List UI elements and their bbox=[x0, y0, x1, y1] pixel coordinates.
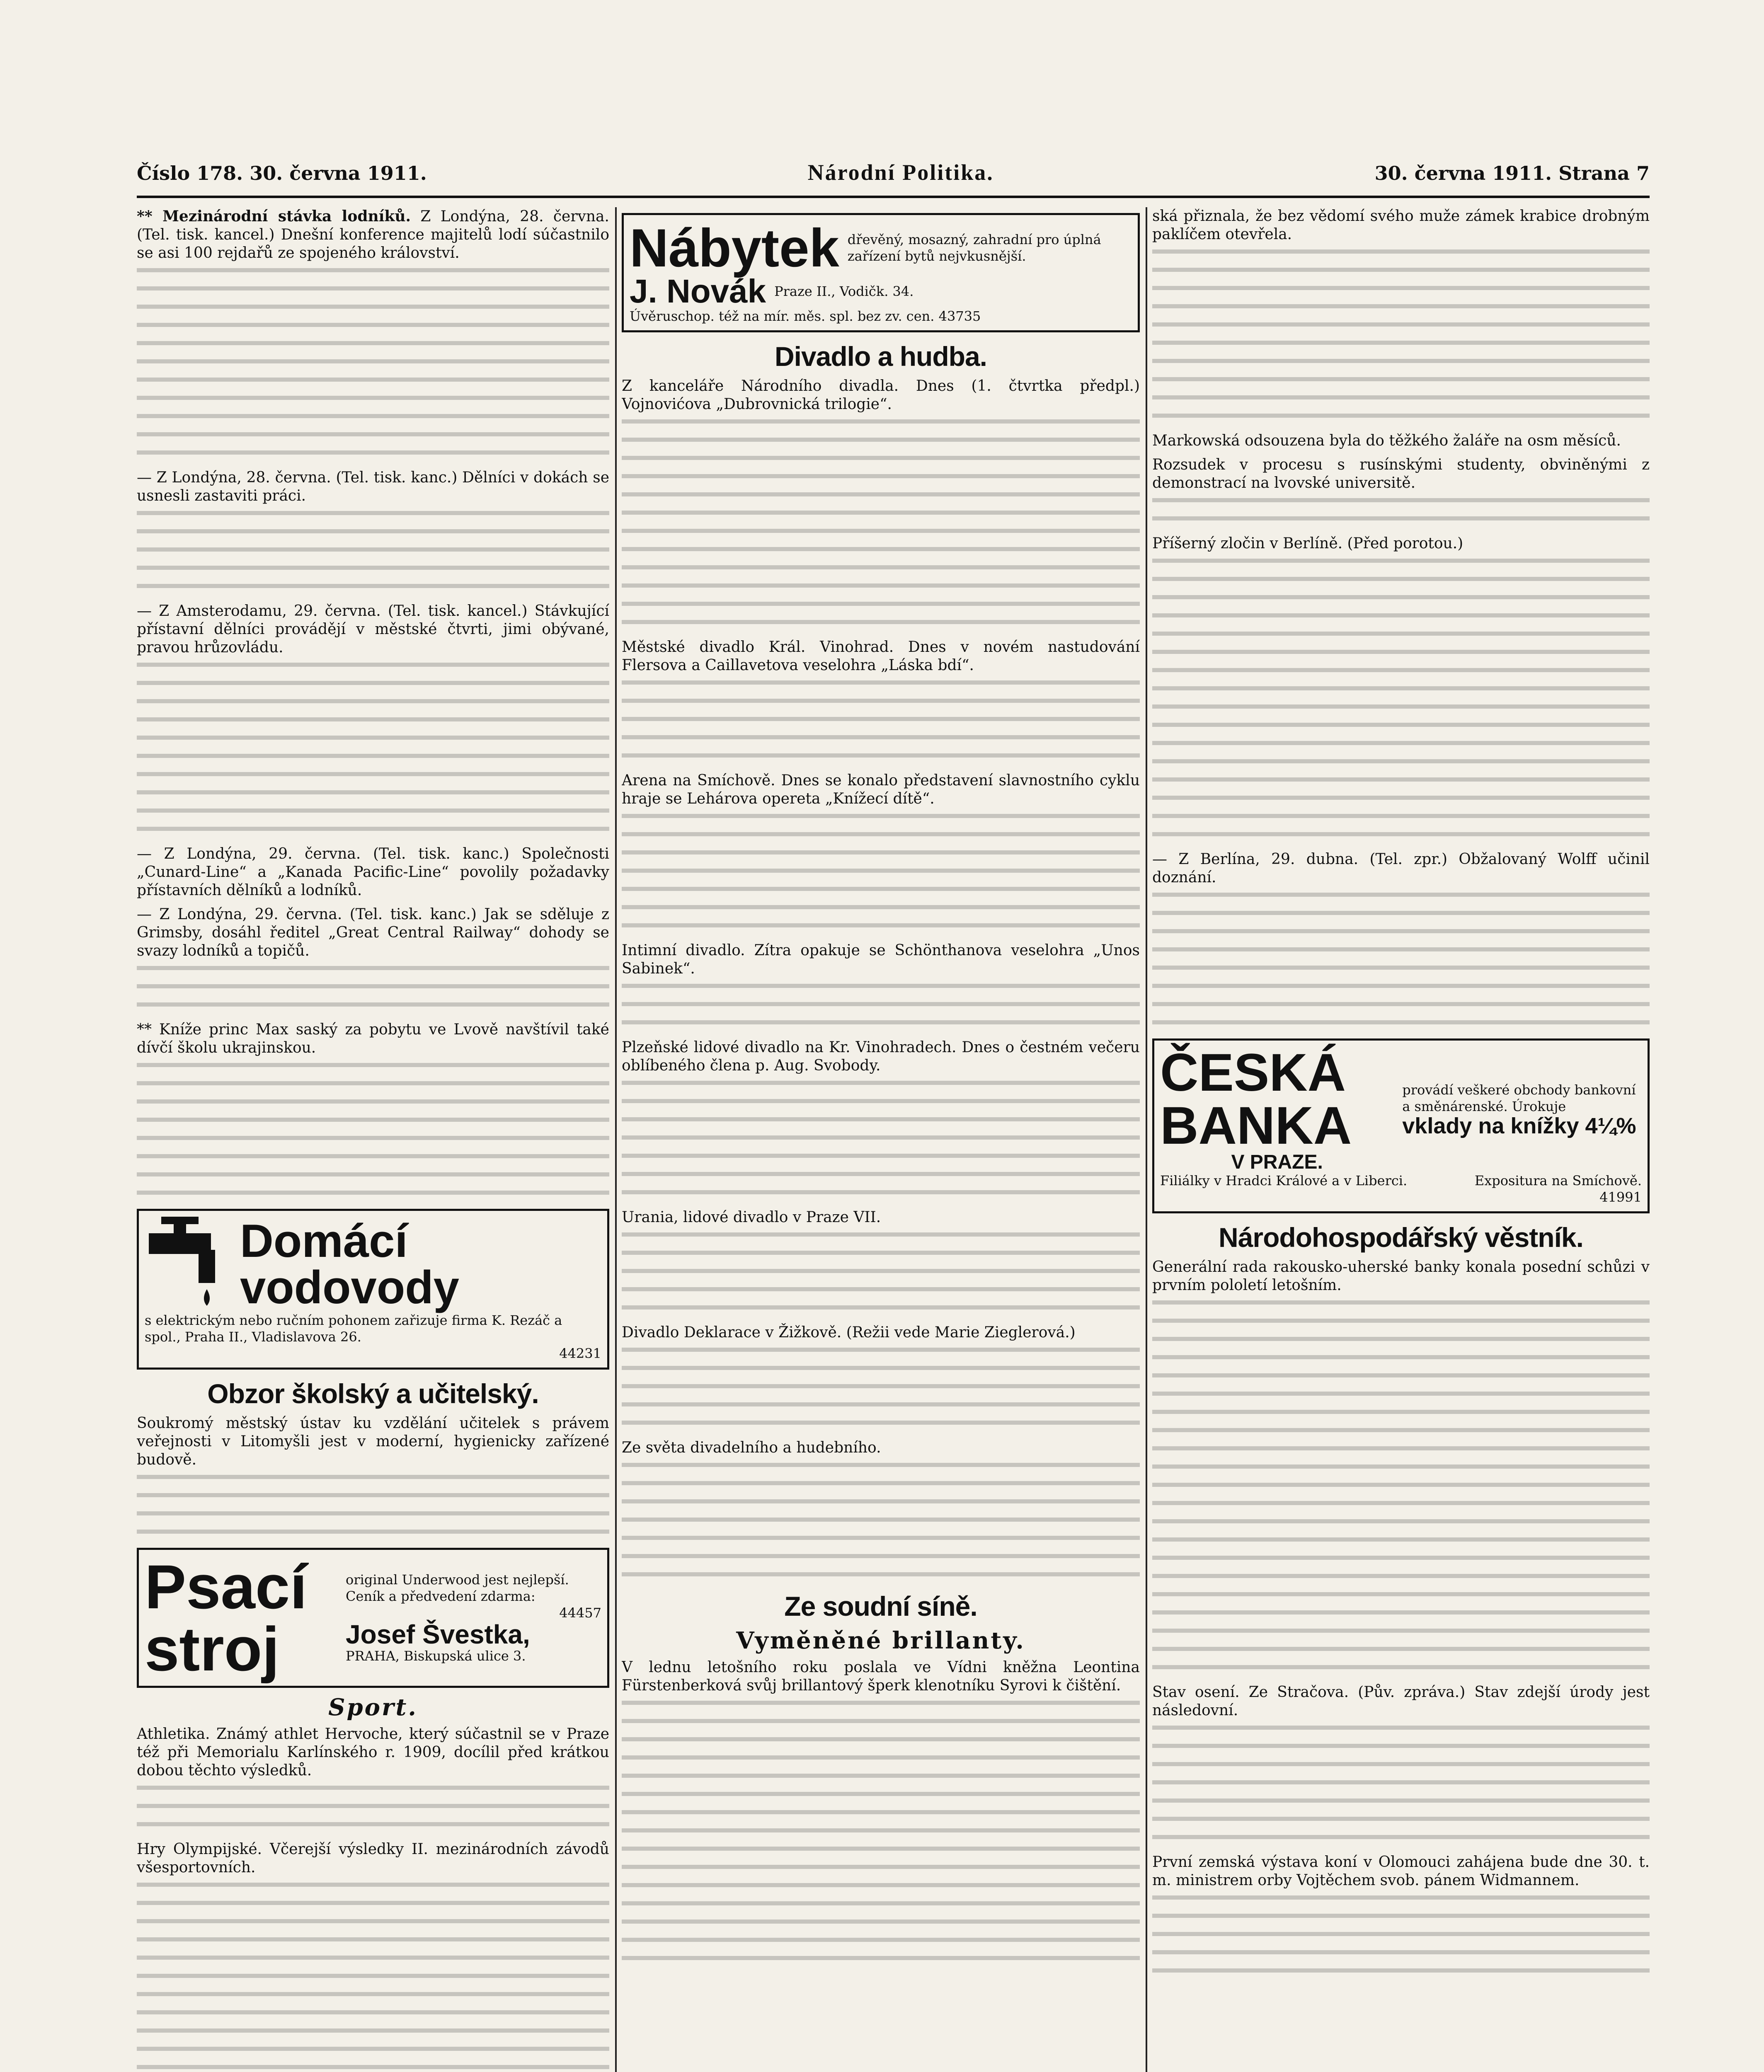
text-lines bbox=[622, 419, 1140, 624]
article-text: ** Kníže princ Max saský za pobytu ve Lvově navštívil také dívčí školu ukrajinskou. bbox=[137, 1021, 609, 1056]
ad-footer: Úvěruschop. též na mír. měs. spl. bez zv. cen. 43735 bbox=[630, 308, 981, 324]
text-lines bbox=[622, 1348, 1140, 1425]
ad-ceska-banka bbox=[1152, 1038, 1650, 1213]
ad-title: Psací stroj bbox=[145, 1552, 307, 1684]
ad-title: Nábytek bbox=[630, 218, 839, 278]
bank-city: V PRAZE. bbox=[1231, 1151, 1323, 1173]
text-lines bbox=[1152, 1300, 1650, 1669]
article-text: Divadlo Deklarace v Žižkově. (Režii vede Marie Zieglerová.) bbox=[622, 1324, 1076, 1341]
article-text: — Z Londýna, 29. června. (Tel. tisk. kanc.) Jak se sděluje z Grimsby, dosáhl ředitel „Great Central Railway“ dohody se svazy lodníků a topičů. bbox=[137, 906, 609, 959]
text-lines bbox=[622, 1463, 1140, 1576]
article-text: Rozsudek v procesu s rusínskými studenty, obviněnými z demonstrací na lvovské universitě. bbox=[1152, 456, 1650, 491]
column-1 bbox=[137, 207, 609, 2072]
bank-text: provádí veškeré obchody bankovní a směnárenské. Úrokuje bbox=[1402, 1082, 1636, 1114]
section-heading: Obzor školský a učitelský. bbox=[207, 1378, 539, 1409]
article-text: V lednu letošního roku poslala ve Vídni kněžna Leontina Fürstenberková svůj brillantový šperk klenotníku Syrovi k čištění. bbox=[622, 1659, 1140, 1694]
section-heading: Ze soudní síně. bbox=[784, 1591, 977, 1622]
article-text: Generální rada rakousko-uherské banky konala posední schůzi v prvním pololetí letošním. bbox=[1152, 1259, 1650, 1294]
ad-vodovody bbox=[137, 1209, 609, 1370]
article-text: Hry Olympijské. Včerejší výsledky II. mezinárodních závodů všesportovních. bbox=[137, 1841, 609, 1876]
text-lines bbox=[1152, 498, 1650, 520]
article-text: Intimní divadlo. Zítra opakuje se Schönthanova veselohra „Unos Sabinek“. bbox=[622, 942, 1140, 977]
article-text: ská přiznala, že bez vědomí svého muže zámek krabice drobným paklíčem otevřela. bbox=[1152, 208, 1650, 243]
column-3 bbox=[1152, 207, 1650, 2072]
text-lines bbox=[137, 1883, 609, 2072]
text-lines bbox=[622, 1081, 1140, 1194]
article-text: Příšerný zločin v Berlíně. (Před porotou.) bbox=[1152, 535, 1464, 552]
header-masthead: Národní Politika. bbox=[807, 160, 994, 185]
text-lines bbox=[622, 984, 1140, 1024]
water-tap-icon bbox=[145, 1217, 232, 1312]
ad-text: dřevěný, mosazný, zahradní pro úplná zařízení bytů nejvkusnější. bbox=[847, 232, 1101, 264]
article-text: Stav osení. Ze Stračova. (Pův. zpráva.) Stav zdejší úrody jest následovní. bbox=[1152, 1684, 1650, 1719]
ad-address: PRAHA, Biskupská ulice 3. bbox=[346, 1648, 526, 1664]
article-text: Athletika. Známý athlet Hervoche, který súčastnil se v Praze též při Memorialu Karlínského r. 1909, docílil před krátkou dobou těchto výsledků. bbox=[137, 1726, 609, 1779]
article-heading: ** Mezinárodní stávka lodníků. bbox=[137, 208, 411, 225]
text-lines bbox=[622, 1701, 1140, 1960]
header-rule bbox=[137, 196, 1650, 198]
text-lines bbox=[137, 1475, 609, 1534]
article-heading: Vyměněné brillanty. bbox=[736, 1627, 1025, 1654]
page-header bbox=[137, 160, 1650, 193]
ad-name: J. Novák bbox=[630, 273, 766, 310]
ad-name: Josef Švestka, bbox=[346, 1619, 530, 1649]
text-lines bbox=[622, 1232, 1140, 1310]
article-text: — Z Londýna, 28. června. (Tel. tisk. kanc.) Dělníci v dokách se usnesli zastaviti práci. bbox=[137, 469, 609, 504]
article-text: První zemská výstava koní v Olomouci zahájena bude dne 30. t. m. ministrem orby Vojtěchem svob. pánem Widmannem. bbox=[1152, 1854, 1650, 1889]
text-lines bbox=[137, 268, 609, 455]
ad-psaci-stroj bbox=[137, 1548, 609, 1688]
text-lines bbox=[1152, 1726, 1650, 1839]
article-lead bbox=[137, 207, 609, 262]
text-lines bbox=[1152, 1895, 1650, 1973]
bank-expositura: Expositura na Smíchově. bbox=[1474, 1173, 1642, 1188]
column-divider bbox=[1146, 207, 1147, 2072]
ad-number: 44457 bbox=[559, 1605, 601, 1621]
article-text: — Z Londýna, 29. června. (Tel. tisk. kanc.) Společnosti „Cunard-Line“ a „Kanada Pacific-Line“ povolily požadavky přístavních dělníků a lodníků. bbox=[137, 845, 609, 899]
article-text: — Z Amsterodamu, 29. června. (Tel. tisk. kancel.) Stávkující přístavní dělníci provádějí v městské čtvrti, jimi obývané, pravou hrůzovládu. bbox=[137, 603, 609, 656]
ad-text: original Underwood jest nejlepší. Ceník a předvedení zdarma: bbox=[346, 1572, 569, 1604]
article-text: Plzeňské lidové divadlo na Kr. Vinohradech. Dnes o čestném večeru oblíbeného člena p. Aug. Svobody. bbox=[622, 1039, 1140, 1074]
article-text: Z Londýna, 28. června. (Tel. tisk. kancel.) Dnešní konference majitelů lodí súčastnilo se asi 100 rejdařů ze spojeného království. bbox=[137, 208, 609, 261]
text-lines bbox=[622, 814, 1140, 927]
text-lines bbox=[622, 680, 1140, 758]
section-heading: Sport. bbox=[328, 1694, 418, 1721]
article-text: Soukromý městský ústav ku vzdělání učitelek s právem veřejnosti v Litomyšli jest v moderní, hygienicky zařízené budově. bbox=[137, 1415, 609, 1468]
bank-title: ČESKÁ BANKA bbox=[1160, 1043, 1352, 1155]
text-lines bbox=[137, 1786, 609, 1826]
article-text: Městské divadlo Král. Vinohrad. Dnes v novém nastudování Flersova a Caillavetova veselohra „Láska bdí“. bbox=[622, 639, 1140, 674]
article-text: Ze světa divadelního a hudebního. bbox=[622, 1439, 881, 1456]
ad-address: Praze II., Vodičk. 34. bbox=[774, 283, 914, 299]
section-heading: Divadlo a hudba. bbox=[774, 341, 987, 372]
ad-number: 41991 bbox=[1599, 1189, 1642, 1205]
article-text: Z kanceláře Národního divadla. Dnes (1. čtvrtka předpl.) Vojnovićova „Dubrovnická trilogie“. bbox=[622, 378, 1140, 413]
text-lines bbox=[137, 1063, 609, 1195]
text-lines bbox=[1152, 249, 1650, 418]
article-text: Arena na Smíchově. Dnes se konalo představení slavnostního cyklu hraje se Lehárova opereta „Knížecí dítě“. bbox=[622, 772, 1140, 807]
text-lines bbox=[137, 511, 609, 588]
article-text: Urania, lidové divadlo v Praze VII. bbox=[622, 1209, 881, 1226]
text-lines bbox=[137, 663, 609, 831]
article-text: Markowská odsouzena byla do těžkého žaláře na osm měsíců. bbox=[1152, 432, 1621, 449]
column-divider bbox=[615, 207, 617, 2072]
section-heading: Národohospodářský věstník. bbox=[1219, 1222, 1583, 1253]
header-date-page: 30. června 1911. Strana 7 bbox=[1374, 162, 1650, 184]
column-2 bbox=[622, 207, 1140, 2072]
bank-rate: vklady na knížky 4¼% bbox=[1402, 1113, 1636, 1138]
bank-branches: Filiálky v Hradci Králové a v Liberci. bbox=[1160, 1173, 1408, 1188]
article-text: — Z Berlína, 29. dubna. (Tel. zpr.) Obžalovaný Wolff učinil doznání. bbox=[1152, 851, 1650, 886]
ad-title: Domácí vodovody bbox=[240, 1215, 459, 1313]
ad-text: s elektrickým nebo ručním pohonem zařizuje firma K. Rezáč a spol., Praha II., Vladislavova 26. bbox=[145, 1312, 562, 1345]
text-lines bbox=[137, 966, 609, 1007]
text-lines bbox=[1152, 893, 1650, 1024]
ad-number: 44231 bbox=[559, 1346, 601, 1361]
text-lines bbox=[1152, 559, 1650, 836]
header-issue: Číslo 178. 30. června 1911. bbox=[137, 162, 427, 184]
ad-nabytek bbox=[622, 213, 1140, 332]
